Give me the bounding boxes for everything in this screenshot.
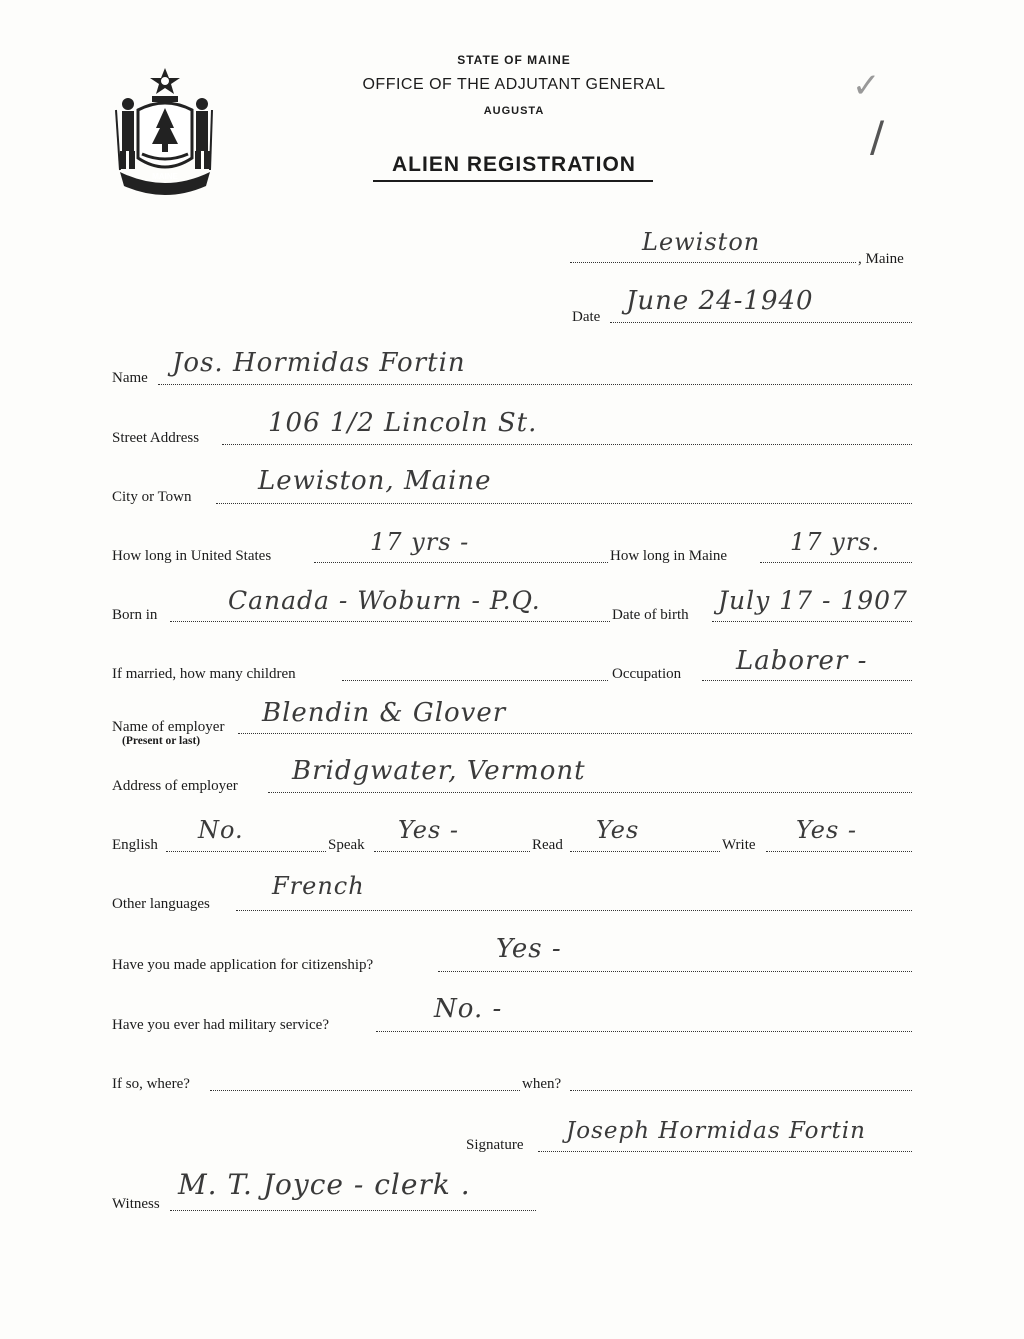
read-label: Read xyxy=(532,837,563,853)
write-line xyxy=(766,851,912,852)
city-value: Lewiston, Maine xyxy=(258,466,492,496)
city-heading: AUGUSTA xyxy=(483,105,545,117)
signature-value: Joseph Hormidas Fortin xyxy=(566,1118,866,1144)
office-heading: OFFICE OF THE ADJUTANT GENERAL xyxy=(362,76,666,93)
married-line xyxy=(342,680,608,681)
how-long-us-label: How long in United States xyxy=(112,548,272,564)
maine-state-seal-icon xyxy=(112,66,218,196)
military-line xyxy=(376,1031,912,1032)
date-line xyxy=(610,322,912,323)
witness-value: M. T. Joyce - clerk . xyxy=(178,1168,471,1201)
employer-line xyxy=(238,733,912,734)
signature-label: Signature xyxy=(466,1137,524,1153)
born-in-value: Canada - Woburn - P.Q. xyxy=(228,586,541,615)
military-value: No. - xyxy=(434,994,503,1024)
english-line xyxy=(166,851,326,852)
occupation-label: Occupation xyxy=(612,666,682,682)
speak-line xyxy=(374,851,530,852)
write-label: Write xyxy=(722,837,756,853)
date-value: June 24-1940 xyxy=(626,286,814,316)
seal-banner: MAINE xyxy=(152,172,178,181)
how-long-us-value: 17 yrs - xyxy=(370,528,470,556)
state-heading: STATE OF MAINE xyxy=(457,53,571,67)
city-line xyxy=(216,503,912,504)
city-label: City or Town xyxy=(112,489,192,505)
name-label: Name xyxy=(112,370,148,386)
occupation-line xyxy=(702,680,912,681)
slash-mark: / xyxy=(870,112,885,161)
date-of-birth-line xyxy=(712,621,912,622)
born-in-label: Born in xyxy=(112,607,158,623)
where-line xyxy=(210,1090,520,1091)
where-label: If so, where? xyxy=(112,1076,190,1092)
signature-line xyxy=(538,1151,912,1152)
title-underline xyxy=(373,180,653,182)
town-line xyxy=(570,262,856,263)
married-label: If married, how many children xyxy=(112,666,296,682)
military-label: Have you ever had military service? xyxy=(112,1017,329,1033)
name-value: Jos. Hormidas Fortin xyxy=(172,348,466,378)
date-of-birth-value: July 17 - 1907 xyxy=(718,586,908,615)
street-value: 106 1/2 Lincoln St. xyxy=(268,408,538,438)
how-long-maine-value: 17 yrs. xyxy=(790,528,881,556)
date-of-birth-label: Date of birth xyxy=(612,607,689,623)
speak-label: Speak xyxy=(328,837,365,853)
town-value: Lewiston xyxy=(642,228,761,256)
witness-line xyxy=(170,1210,536,1211)
english-value: No. xyxy=(198,816,244,844)
employer-label: Name of employer xyxy=(112,719,225,735)
street-line xyxy=(222,444,912,445)
employer-note: (Present or last) xyxy=(122,735,201,747)
employer-address-label: Address of employer xyxy=(112,778,238,794)
citizenship-label: Have you made application for citizenship? xyxy=(112,957,374,973)
other-languages-line xyxy=(236,910,912,911)
form-title: ALIEN REGISTRATION xyxy=(392,153,636,176)
check-mark-icon: ✓ xyxy=(852,66,881,106)
speak-value: Yes - xyxy=(398,816,460,844)
when-line xyxy=(570,1090,912,1091)
other-languages-value: French xyxy=(272,872,365,900)
maine-label: , Maine xyxy=(858,251,904,267)
employer-value: Blendin & Glover xyxy=(262,698,507,728)
employer-address-line xyxy=(268,792,912,793)
date-label: Date xyxy=(572,309,601,325)
street-label: Street Address xyxy=(112,430,200,446)
born-in-line xyxy=(170,621,610,622)
citizenship-value: Yes - xyxy=(496,934,562,964)
how-long-maine-line xyxy=(760,562,912,563)
name-line xyxy=(158,384,912,385)
how-long-us-line xyxy=(314,562,608,563)
when-label: when? xyxy=(522,1076,562,1092)
witness-label: Witness xyxy=(112,1196,160,1212)
other-languages-label: Other languages xyxy=(112,896,210,912)
read-line xyxy=(570,851,720,852)
write-value: Yes - xyxy=(796,816,858,844)
occupation-value: Laborer - xyxy=(736,646,868,676)
read-value: Yes xyxy=(596,816,640,844)
citizenship-line xyxy=(438,971,912,972)
english-label: English xyxy=(112,837,158,853)
how-long-maine-label: How long in Maine xyxy=(610,548,728,564)
employer-address-value: Bridgwater, Vermont xyxy=(292,756,586,786)
